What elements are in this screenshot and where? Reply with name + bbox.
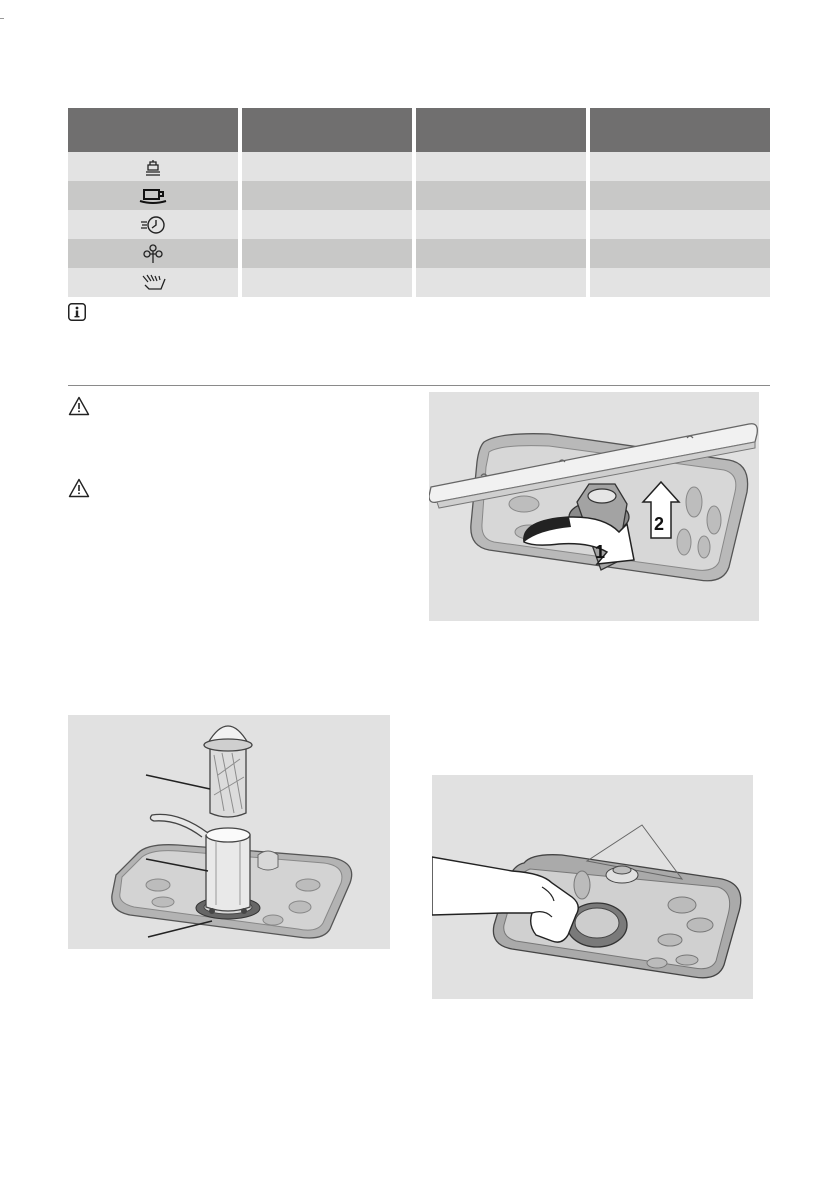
step-1-label: 1 — [595, 542, 606, 562]
table-row — [68, 210, 770, 239]
intensive-pots-icon — [68, 152, 242, 181]
table-cell — [242, 181, 416, 210]
programme-table — [68, 108, 770, 297]
info-icon — [68, 303, 86, 321]
table-cell — [242, 239, 416, 268]
table-row — [68, 181, 770, 210]
filter-system-figure — [68, 715, 390, 949]
table-cell — [590, 210, 770, 239]
cup-saucer-icon — [68, 181, 242, 210]
quick-clock-icon — [68, 210, 242, 239]
warning-icon — [68, 396, 90, 416]
table-row — [68, 152, 770, 181]
table-header-cell — [68, 108, 242, 152]
table-cell — [590, 181, 770, 210]
table-header-row — [68, 108, 770, 152]
flat-filter-removal-figure — [432, 775, 753, 999]
table-cell — [242, 268, 416, 297]
table-row — [68, 268, 770, 297]
spray-arm-removal-figure — [429, 392, 759, 621]
table-cell — [590, 268, 770, 297]
warning-icon — [68, 478, 90, 498]
table-cell — [590, 239, 770, 268]
table-cell — [416, 268, 590, 297]
table-cell — [416, 239, 590, 268]
step-2-label: 2 — [654, 514, 665, 534]
table-cell — [242, 152, 416, 181]
eco-flower-icon — [68, 239, 242, 268]
table-cell — [242, 210, 416, 239]
table-header-cell — [590, 108, 770, 152]
table-cell — [416, 181, 590, 210]
crop-mark — [0, 18, 4, 19]
table-header-cell — [416, 108, 590, 152]
table-cell — [590, 152, 770, 181]
table-cell — [416, 152, 590, 181]
table-header-cell — [242, 108, 416, 152]
table-cell — [416, 210, 590, 239]
table-row — [68, 239, 770, 268]
rinse-spray-icon — [68, 268, 242, 297]
section-divider — [68, 385, 770, 386]
